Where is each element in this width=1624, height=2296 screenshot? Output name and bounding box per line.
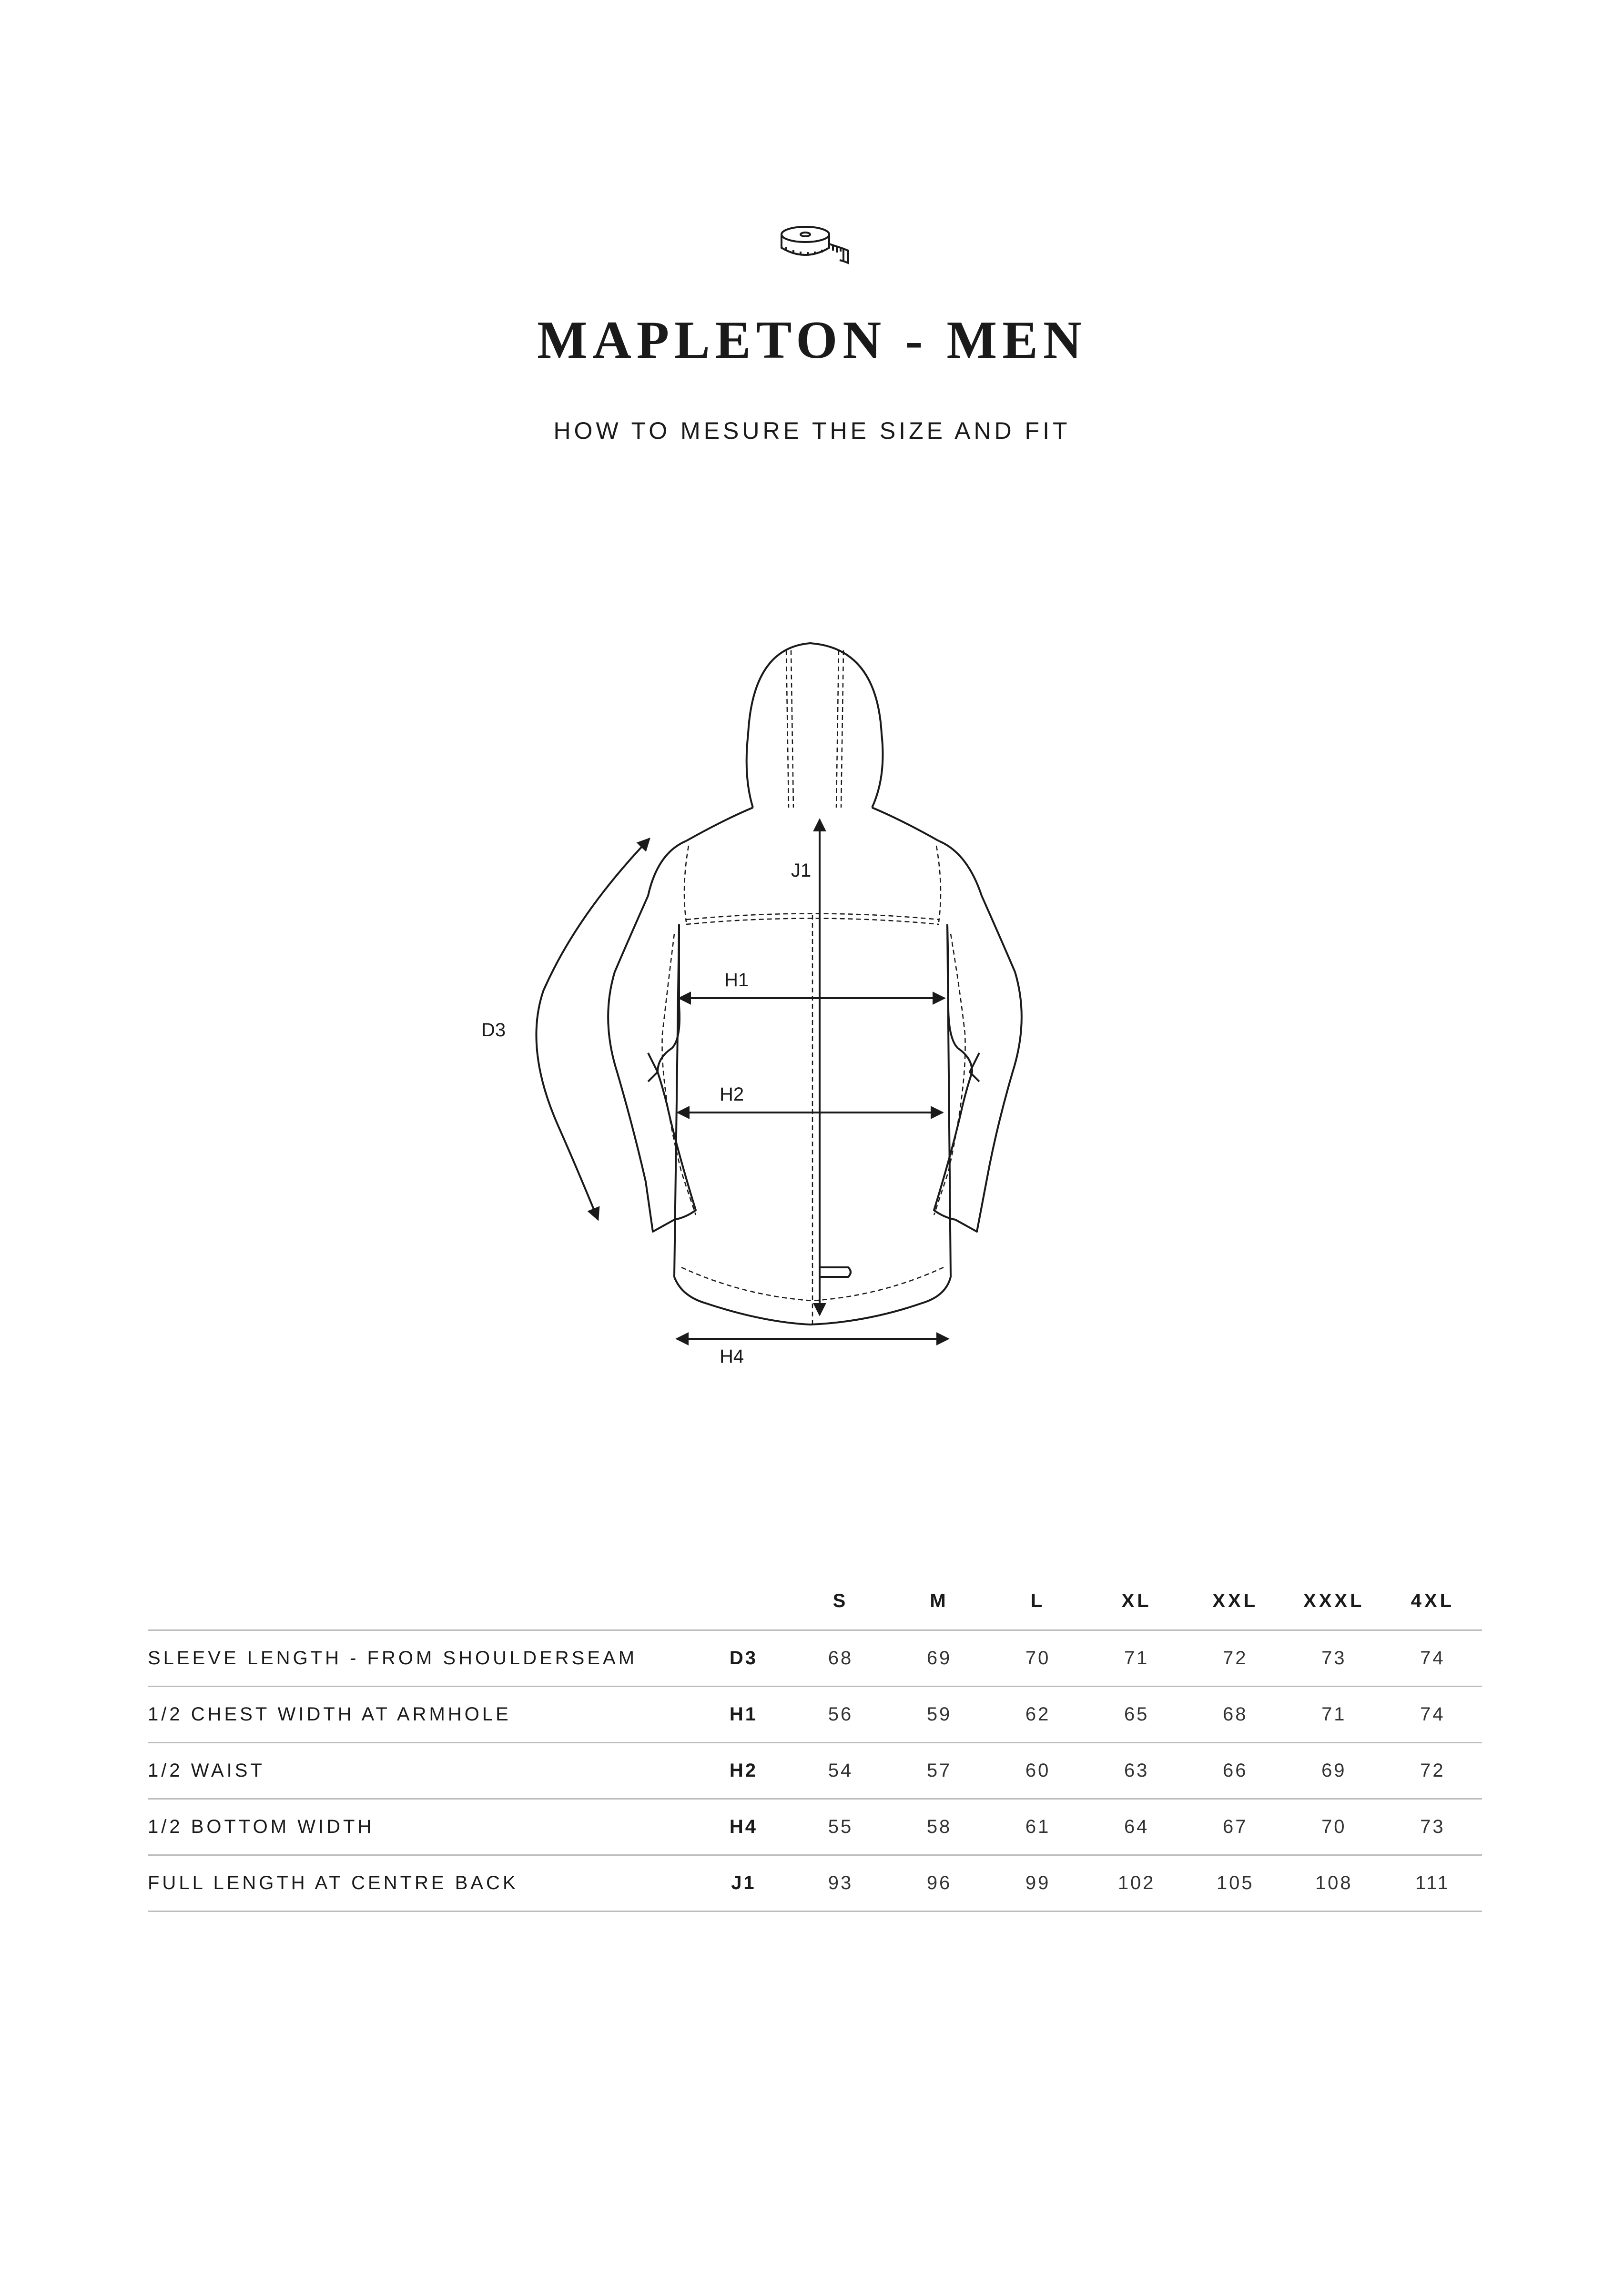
size-header: 4XL [1383, 1572, 1482, 1630]
measurement-value: 58 [890, 1799, 989, 1855]
measurement-value: 74 [1383, 1687, 1482, 1743]
measurement-value: 72 [1186, 1630, 1285, 1687]
measurement-value: 57 [890, 1743, 989, 1799]
measurement-value: 56 [791, 1687, 890, 1743]
header-blank [696, 1572, 791, 1630]
measurement-code: H1 [696, 1687, 791, 1743]
table-row [148, 1743, 1482, 1799]
measurement-code: H2 [696, 1743, 791, 1799]
measurement-value: 55 [791, 1799, 890, 1855]
size-header: XXL [1186, 1572, 1285, 1630]
page-title: MAPLETON - MEN [537, 311, 1087, 370]
measurement-code: H4 [696, 1799, 791, 1855]
measurement-value: 105 [1186, 1855, 1285, 1912]
measurement-value: 60 [989, 1743, 1087, 1799]
measurement-value: 63 [1087, 1743, 1186, 1799]
label-j1: J1 [791, 860, 812, 881]
measurement-value: 93 [791, 1855, 890, 1912]
size-header: M [890, 1572, 989, 1630]
jacket-diagram [457, 629, 1125, 1372]
tape-measure-icon [777, 224, 853, 267]
measurement-value: 62 [989, 1687, 1087, 1743]
measurement-value: 65 [1087, 1687, 1186, 1743]
measurement-value: 72 [1383, 1743, 1482, 1799]
header-blank [148, 1572, 696, 1630]
measurement-value: 70 [1285, 1799, 1383, 1855]
measurement-name: 1/2 CHEST WIDTH AT ARMHOLE [148, 1687, 696, 1743]
measurement-name: 1/2 BOTTOM WIDTH [148, 1799, 696, 1855]
label-h4: H4 [720, 1346, 744, 1367]
measurement-name: SLEEVE LENGTH - FROM SHOULDERSEAM [148, 1630, 696, 1687]
measurement-name: FULL LENGTH AT CENTRE BACK [148, 1855, 696, 1912]
measurement-value: 68 [1186, 1687, 1285, 1743]
measurement-code: J1 [696, 1855, 791, 1912]
measurement-value: 69 [1285, 1743, 1383, 1799]
measurement-value: 111 [1383, 1855, 1482, 1912]
table-row [148, 1687, 1482, 1743]
label-d3: D3 [481, 1020, 506, 1041]
measurement-value: 54 [791, 1743, 890, 1799]
table-header-row [148, 1572, 1482, 1630]
measurement-value: 70 [989, 1630, 1087, 1687]
page-subtitle: HOW TO MESURE THE SIZE AND FIT [553, 417, 1071, 444]
measurement-value: 69 [890, 1630, 989, 1687]
measurement-value: 73 [1285, 1630, 1383, 1687]
size-header: L [989, 1572, 1087, 1630]
measurement-value: 64 [1087, 1799, 1186, 1855]
measurement-value: 108 [1285, 1855, 1383, 1912]
measurement-value: 73 [1383, 1799, 1482, 1855]
measurement-value: 71 [1087, 1630, 1186, 1687]
table-row [148, 1799, 1482, 1855]
measurement-value: 66 [1186, 1743, 1285, 1799]
measurement-code: D3 [696, 1630, 791, 1687]
measurement-value: 74 [1383, 1630, 1482, 1687]
measurement-value: 102 [1087, 1855, 1186, 1912]
measurement-value: 59 [890, 1687, 989, 1743]
measurement-value: 67 [1186, 1799, 1285, 1855]
measurement-value: 61 [989, 1799, 1087, 1855]
measurement-value: 68 [791, 1630, 890, 1687]
measurement-name: 1/2 WAIST [148, 1743, 696, 1799]
size-header: S [791, 1572, 890, 1630]
size-header: XXXL [1285, 1572, 1383, 1630]
measurement-value: 99 [989, 1855, 1087, 1912]
measurement-value: 71 [1285, 1687, 1383, 1743]
size-header: XL [1087, 1572, 1186, 1630]
label-h1: H1 [724, 970, 749, 991]
label-h2: H2 [720, 1084, 744, 1105]
measurement-value: 96 [890, 1855, 989, 1912]
table-row [148, 1855, 1482, 1912]
table-row [148, 1630, 1482, 1687]
size-table [148, 1572, 1482, 1912]
